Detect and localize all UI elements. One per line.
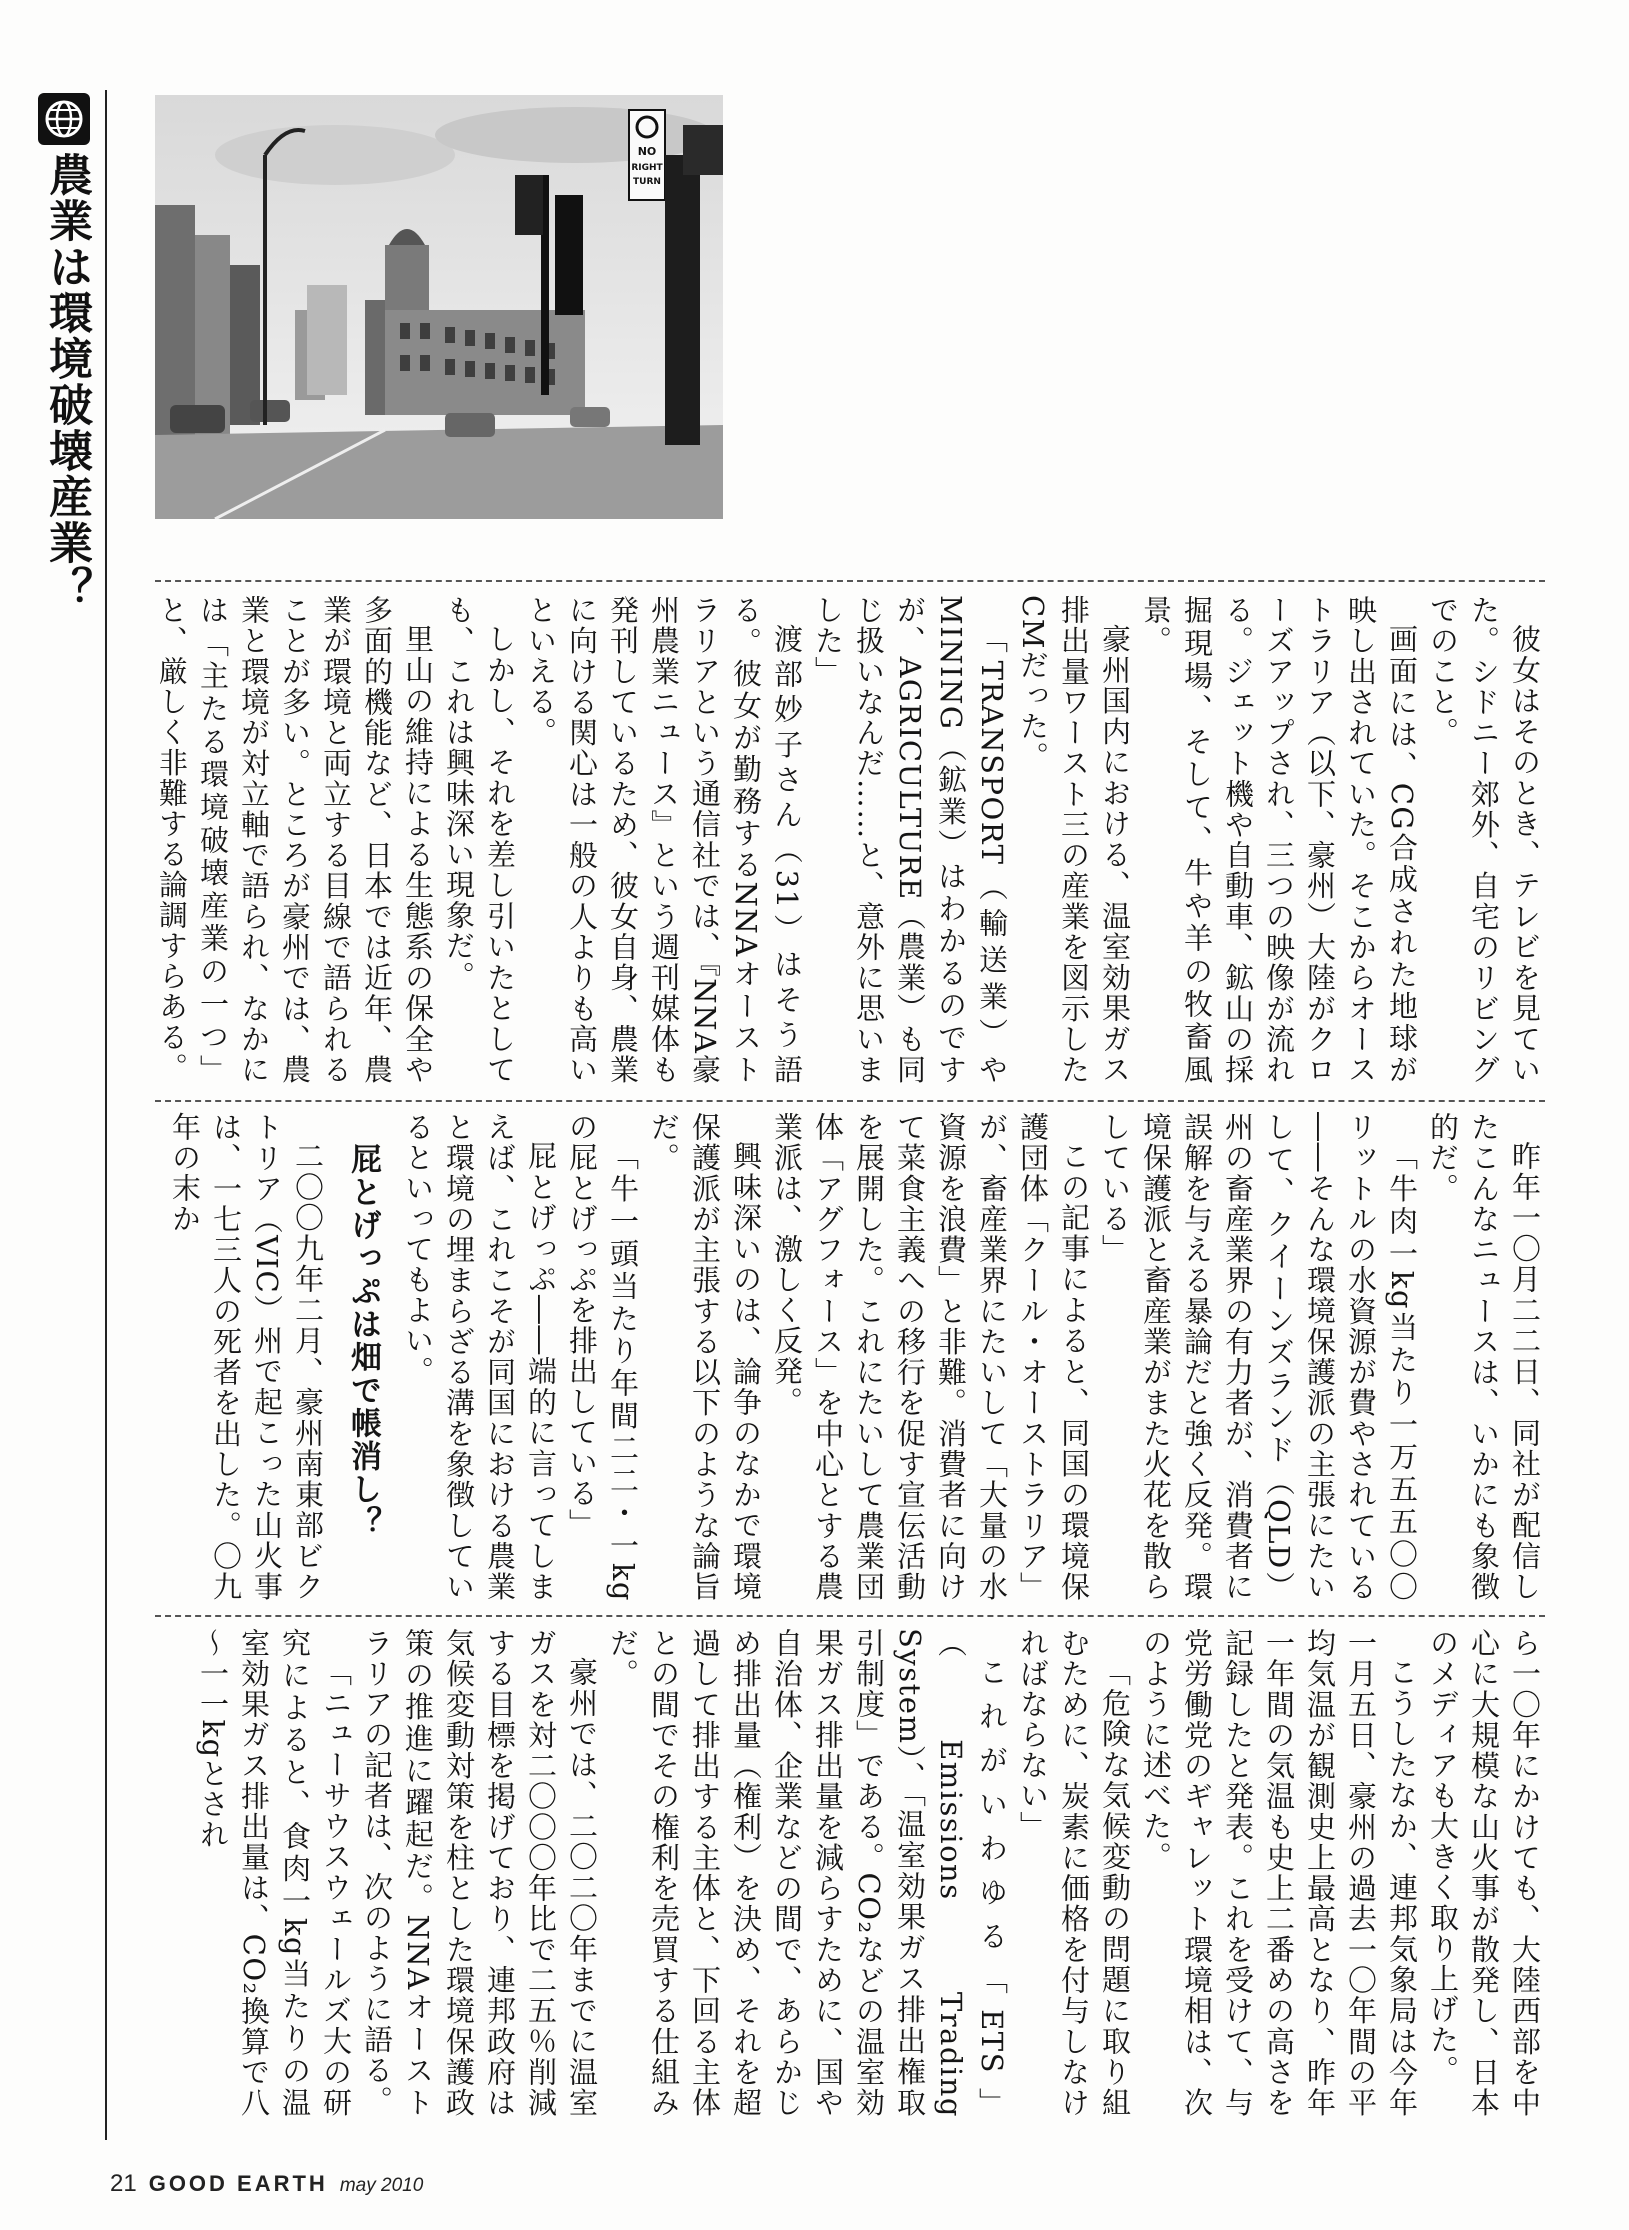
paragraph: 「牛肉一kg当たり一万五五〇〇リットルの水資源が費やされている――そんな環境保護派の主張にたいして、クイーンズランド（QLD）州の畜産業界の有力者が、消費者に誤解を与える暴論だと強く反発。環境保護派と畜産業がまた火花を散らしている」	[1098, 1112, 1419, 1602]
paragraph: 「牛一頭当たり年間二二・一kgの屁とげっぷを排出している」	[565, 1112, 640, 1602]
text-column-1	[155, 595, 1545, 1085]
paragraph: 昨年一〇月二二日、同社が配信したこんなニュースは、いかにも象徴的だ。	[1426, 1112, 1542, 1602]
section-title: 農業は環境破壊産業？	[41, 152, 92, 612]
paragraph: 「ニューサウスウェールズ大の研究によると、食肉一kg当たりの温室効果ガス排出量は、CO₂換算で八～一一kgとされ	[196, 1628, 353, 2118]
sign-text-2: RIGHT	[631, 163, 663, 173]
separator	[155, 1100, 1545, 1102]
subheading: 屁とげっぷは畑で帳消し？	[345, 1143, 381, 1539]
page-footer	[110, 2170, 423, 2198]
paragraph: 屁とげっぷ――端的に言ってしまえば、これこそが同国における農業と環境の埋まらざる溝を象徴しているといってもよい。	[401, 1112, 558, 1602]
separator	[155, 1615, 1545, 1617]
paragraph: 「危険な気候変動の問題に取り組むために、炭素に価格を付与しなければならない」	[1016, 1628, 1132, 2118]
paragraph: ら一〇年にかけても、大陸西部を中心に大規模な山火事が散発し、日本のメディアも大きく取り上げた。	[1426, 1628, 1542, 2118]
paragraph: 興味深いのは、論争のなかで環境保護派が主張する以下のような論旨だ。	[647, 1112, 763, 1602]
paragraph: 「TRANSPORT（輸送業）やMINING（鉱業）はわかるのですが、AGRICULTURE（農業）も同じ扱いなんだ……と、意外に思いました」	[811, 595, 1009, 1085]
page-number: 21	[110, 2170, 137, 2197]
paragraph: 渡部妙子さん（31）はそう語る。彼女が勤務するNNAオーストラリアという通信社では、『NNA豪州農業ニュース』という週刊媒体も発刊しているため、彼女自身、農業に向ける関心は一般の人よりも高いといえる。	[524, 595, 804, 1085]
paragraph: 彼女はそのとき、テレビを見ていた。シドニー郊外、自宅のリビングでのこと。	[1426, 595, 1542, 1085]
magazine-name: GOOD EARTH	[148, 2171, 328, 2196]
sign-text-1: NO	[637, 145, 657, 158]
text-column-2	[155, 1112, 1545, 1602]
paragraph: 里山の維持による生態系の保全や多面的機能など、日本では近年、農業が環境と両立する目線で語られることが多い。ところが豪州では、農業と環境が対立軸で語られ、なかには「主たる環境破壊産業の一つ」と、厳しく非難する論調すらある。	[155, 595, 435, 1085]
sign-text-3: TURN	[633, 177, 661, 187]
paragraph: この記事によると、同国の環境保護団体「クール・オーストラリア」が、畜産業界にたいして「大量の水資源を浪費」と非難。消費者に向けて菜食主義への移行を促す宣伝活動を展開した。これにたいして農業団体「アグフォース」を中心とする農業派は、激しく反発。	[770, 1112, 1091, 1602]
paragraph: これがいわゆる「ETS」（Emissions Trading System）、「温室効果ガス排出権取引制度」である。CO₂などの温室効果ガス排出量を減らすために、国や自治体、企業などの間で、あらかじめ排出量（権利）を決め、それを超過して排出する主体と、下回る主体との間でその権利を売買する仕組みだ。	[606, 1628, 1009, 2118]
paragraph: 豪州では、二〇二〇年までに温室ガスを対二〇〇〇年比で二五％削減する目標を掲げており、連邦政府は気候変動対策を柱とした環境保護政策の推進に躍起だ。NNAオーストラリアの記者は、次のように語る。	[360, 1628, 599, 2118]
paragraph: 豪州国内における、温室効果ガス排出量ワースト三の産業を図示したCMだった。	[1016, 595, 1132, 1085]
paragraph: 画面には、CG合成された地球が映し出されていた。そこからオーストラリア（以下、豪州）大陸がクローズアップされ、三つの映像が流れる。ジェット機や自動車、鉱山の採掘現場、そして、牛や羊の牧畜風景。	[1139, 595, 1419, 1085]
paragraph: しかし、それを差し引いたとしても、これは興味深い現象だ。	[442, 595, 517, 1085]
paragraph: こうしたなか、連邦気象局は今年一月五日、豪州の過去一〇年間の平均気温が観測史上最高となり、昨年一年間の気温も史上二番めの高さを記録したと発表。これを受けて、与党労働党のギャレット環境相は、次のように述べた。	[1139, 1628, 1419, 2118]
paragraph: 二〇〇九年二月、豪州南東部ビクトリア（VIC）州で起こった山火事は、一七三人の死者を出した。〇九年の末か	[168, 1112, 325, 1602]
separator	[155, 580, 1545, 582]
side-rule	[105, 90, 107, 2140]
street-photo	[155, 95, 723, 519]
text-column-3	[155, 1628, 1545, 2118]
issue-date: may 2010	[339, 2175, 424, 2196]
globe-icon	[38, 93, 90, 145]
